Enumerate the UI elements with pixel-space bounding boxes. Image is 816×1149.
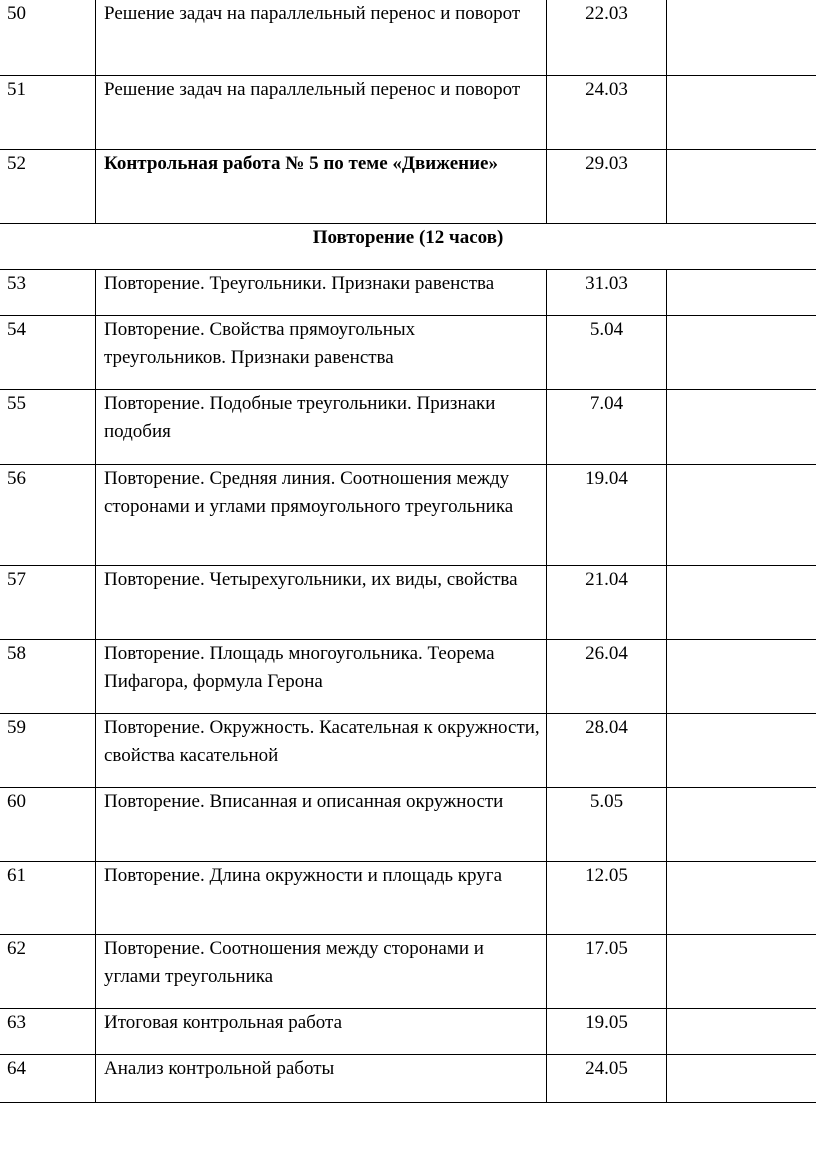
lesson-topic: Решение задач на параллельный перенос и поворот — [96, 76, 547, 150]
lesson-date: 19.05 — [547, 1009, 667, 1055]
notes-cell — [667, 1055, 816, 1103]
lesson-number: 64 — [0, 1055, 96, 1103]
table-row — [0, 640, 816, 714]
notes-cell — [667, 862, 816, 935]
lesson-date: 12.05 — [547, 862, 667, 935]
lesson-topic: Повторение. Свойства прямоугольных треугольников. Признаки равенства — [96, 316, 547, 390]
lesson-number: 58 — [0, 640, 96, 714]
notes-cell — [667, 76, 816, 150]
lesson-topic: Повторение. Четырехугольники, их виды, свойства — [96, 566, 547, 640]
notes-cell — [667, 270, 816, 316]
lesson-topic: Повторение. Подобные треугольники. Признаки подобия — [96, 390, 547, 465]
lesson-number: 55 — [0, 390, 96, 465]
lesson-number: 51 — [0, 76, 96, 150]
lesson-date: 7.04 — [547, 390, 667, 465]
lesson-number: 53 — [0, 270, 96, 316]
table-row — [0, 1055, 816, 1103]
lesson-topic: Повторение. Средняя линия. Соотношения между сторонами и углами прямоугольного треугольника — [96, 465, 547, 566]
table-row — [0, 0, 816, 76]
table-row — [0, 76, 816, 150]
lesson-number: 59 — [0, 714, 96, 788]
lesson-topic: Повторение. Длина окружности и площадь круга — [96, 862, 547, 935]
table-row — [0, 788, 816, 862]
lesson-date: 17.05 — [547, 935, 667, 1009]
section-row — [0, 224, 816, 270]
lesson-date: 21.04 — [547, 566, 667, 640]
lesson-date: 24.03 — [547, 76, 667, 150]
notes-cell — [667, 150, 816, 224]
lesson-date: 22.03 — [547, 0, 667, 76]
notes-cell — [667, 465, 816, 566]
lesson-number: 50 — [0, 0, 96, 76]
table-row — [0, 150, 816, 224]
lesson-number: 63 — [0, 1009, 96, 1055]
lesson-topic: Повторение. Окружность. Касательная к окружности, свойства касательной — [96, 714, 547, 788]
notes-cell — [667, 1009, 816, 1055]
section-title: Повторение (12 часов) — [0, 224, 816, 270]
table-row — [0, 862, 816, 935]
notes-cell — [667, 714, 816, 788]
table-row — [0, 1009, 816, 1055]
lesson-topic: Итоговая контрольная работа — [96, 1009, 547, 1055]
table-row — [0, 270, 816, 316]
lesson-date: 5.05 — [547, 788, 667, 862]
lesson-topic: Анализ контрольной работы — [96, 1055, 547, 1103]
table-row — [0, 566, 816, 640]
lesson-number: 61 — [0, 862, 96, 935]
table-row — [0, 465, 816, 566]
notes-cell — [667, 316, 816, 390]
lesson-date: 5.04 — [547, 316, 667, 390]
lesson-topic: Повторение. Соотношения между сторонами и углами треугольника — [96, 935, 547, 1009]
lesson-topic: Решение задач на параллельный перенос и поворот — [96, 0, 547, 76]
lesson-date: 26.04 — [547, 640, 667, 714]
lesson-topic: Контрольная работа № 5 по теме «Движение» — [96, 150, 547, 224]
notes-cell — [667, 566, 816, 640]
lesson-number: 54 — [0, 316, 96, 390]
table-row — [0, 316, 816, 390]
lesson-date: 29.03 — [547, 150, 667, 224]
notes-cell — [667, 0, 816, 76]
notes-cell — [667, 390, 816, 465]
lesson-date: 31.03 — [547, 270, 667, 316]
lesson-number: 57 — [0, 566, 96, 640]
lesson-date: 28.04 — [547, 714, 667, 788]
lesson-date: 24.05 — [547, 1055, 667, 1103]
lesson-number: 56 — [0, 465, 96, 566]
lesson-topic: Повторение. Вписанная и описанная окружности — [96, 788, 547, 862]
lesson-date: 19.04 — [547, 465, 667, 566]
notes-cell — [667, 935, 816, 1009]
table-row — [0, 714, 816, 788]
lesson-number: 52 — [0, 150, 96, 224]
notes-cell — [667, 640, 816, 714]
table-row — [0, 390, 816, 465]
lesson-topic: Повторение. Площадь многоугольника. Теорема Пифагора, формула Герона — [96, 640, 547, 714]
lesson-topic: Повторение. Треугольники. Признаки равенства — [96, 270, 547, 316]
notes-cell — [667, 788, 816, 862]
lesson-number: 60 — [0, 788, 96, 862]
table-row — [0, 935, 816, 1009]
lesson-number: 62 — [0, 935, 96, 1009]
